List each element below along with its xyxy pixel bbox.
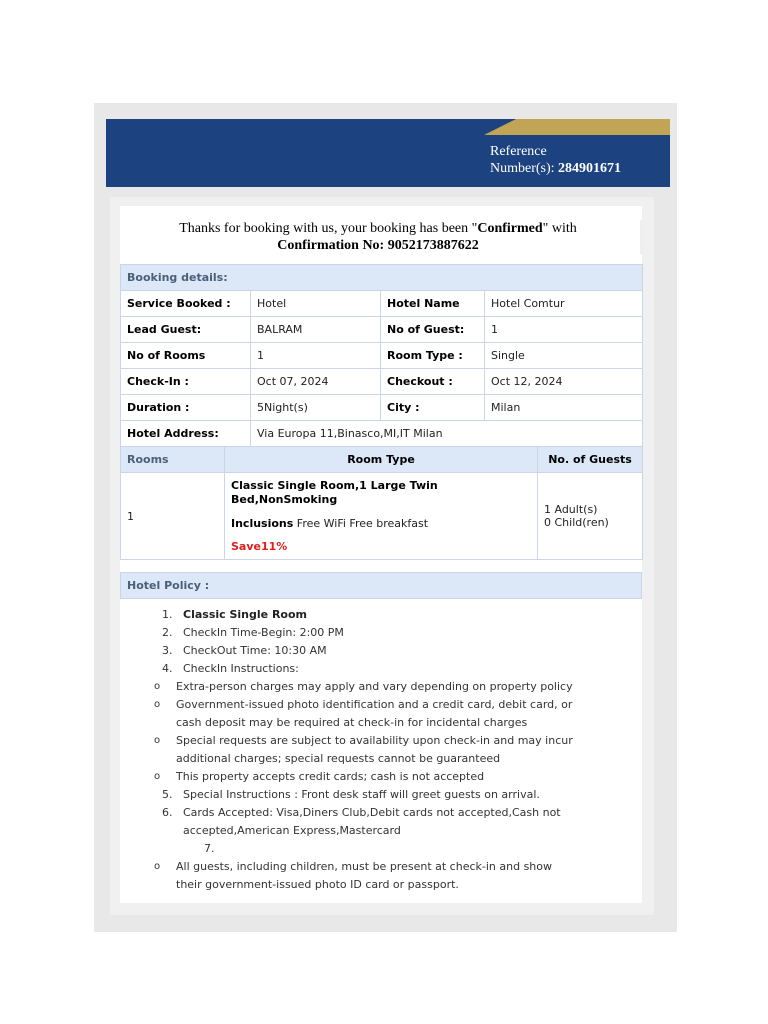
reference-label-line1: Reference	[490, 144, 547, 159]
room-type-value: Single	[485, 343, 643, 369]
hotel-address-value: Via Europa 11,Binasco,MI,IT Milan	[251, 421, 643, 447]
bullet-circle-icon: o	[154, 699, 161, 710]
list-item	[120, 732, 576, 768]
table-row	[121, 343, 643, 369]
room-type-header: Room Type	[225, 447, 538, 473]
list-item	[120, 768, 576, 786]
checkout-time: CheckOut Time: 10:30 AM	[183, 644, 327, 657]
reference-label-line2: Number(s):	[490, 161, 555, 176]
rooms-table-header	[121, 447, 643, 473]
list-item	[120, 804, 633, 840]
bullet-circle-icon: o	[154, 861, 161, 872]
policy-room-name: Classic Single Room	[183, 608, 307, 621]
table-row	[121, 421, 643, 447]
room-type-line1: Classic Single Room,1 Large Twin	[231, 479, 438, 492]
rooms-table	[120, 446, 643, 560]
inclusions-label: Inclusions	[231, 517, 294, 530]
lead-guest-value: BALRAM	[251, 317, 381, 343]
save-badge: Save11%	[231, 540, 288, 553]
banner-notch	[484, 119, 516, 135]
room-type-cell	[225, 473, 538, 560]
list-item	[120, 858, 576, 894]
table-row	[121, 369, 643, 395]
service-booked-value: Hotel	[251, 291, 381, 317]
hotel-policy-title: Hotel Policy :	[121, 573, 642, 599]
hotel-name-value: Hotel Comtur	[485, 291, 643, 317]
list-item	[120, 840, 654, 894]
list-item	[120, 606, 633, 624]
item-number: 2.	[162, 626, 173, 639]
instruction-text: Government-issued photo identification and a credit card, debit card, or cash deposit may be required at check-in for incidental charges	[176, 698, 573, 729]
bullet-circle-icon: o	[154, 681, 161, 692]
inclusions	[231, 517, 531, 530]
booking-details-title: Booking details:	[121, 265, 643, 291]
list-item	[120, 786, 633, 804]
booking-status: Confirmed	[477, 221, 543, 236]
hotel-policy-header	[121, 573, 642, 599]
confirmation-line1	[120, 220, 636, 237]
bullet-circle-icon: o	[154, 771, 161, 782]
special-instructions: Special Instructions : Front desk staff will greet guests on arrival.	[183, 788, 540, 801]
checkout-value: Oct 12, 2024	[485, 369, 643, 395]
confirmation-prefix: Thanks for booking with us, your booking has been "	[179, 221, 478, 236]
booking-details-table	[120, 264, 643, 447]
no-of-guest-label: No of Guest:	[381, 317, 485, 343]
duration-value: 5Night(s)	[251, 395, 381, 421]
item7-sub-list	[120, 858, 654, 894]
table-row	[121, 473, 643, 560]
children-count: 0 Child(ren)	[544, 516, 609, 529]
room-type-line2: Bed,NonSmoking	[231, 493, 338, 506]
instruction-text: Extra-person charges may apply and vary depending on property policy	[176, 680, 573, 693]
hotel-policy-header-table	[120, 572, 642, 599]
confirmation-suffix: " with	[542, 221, 577, 236]
list-item	[120, 642, 633, 660]
hotel-name-label: Hotel Name	[381, 291, 485, 317]
no-of-rooms-label: No of Rooms	[121, 343, 251, 369]
table-row	[121, 291, 643, 317]
list-item	[120, 660, 633, 786]
reference-number-block	[490, 143, 621, 177]
booking-content	[120, 206, 642, 903]
guest-id-requirement: All guests, including children, must be present at check-in and show their government-issued photo ID card or passport.	[176, 860, 552, 891]
no-of-guests-header: No. of Guests	[538, 447, 643, 473]
bullet-circle-icon: o	[154, 735, 161, 746]
header-banner	[106, 119, 670, 187]
hotel-address-label: Hotel Address:	[121, 421, 251, 447]
reference-line2	[490, 160, 621, 177]
guests-cell	[538, 473, 643, 560]
item-number: 6.	[162, 806, 173, 819]
item-number: 4.	[162, 662, 173, 675]
check-in-label: Check-In :	[121, 369, 251, 395]
room-type-name	[231, 479, 531, 507]
reference-number: 284901671	[558, 161, 622, 176]
confirmation-line2	[120, 237, 636, 254]
policy-items	[120, 606, 642, 894]
instruction-text: Special requests are subject to availability upon check-in and may incur additional charges; special requests cannot be guaranteed	[176, 734, 573, 765]
rooms-header: Rooms	[121, 447, 225, 473]
checkout-label: Checkout :	[381, 369, 485, 395]
confirmation-number-label: Confirmation No:	[277, 238, 385, 253]
adults-count: 1 Adult(s)	[544, 503, 598, 516]
booking-details-header	[121, 265, 643, 291]
city-value: Milan	[485, 395, 643, 421]
room-number: 1	[121, 473, 225, 560]
lead-guest-label: Lead Guest:	[121, 317, 251, 343]
right-edge-marker	[640, 220, 644, 254]
instruction-text: This property accepts credit cards; cash is not accepted	[176, 770, 485, 783]
city-label: City :	[381, 395, 485, 421]
list-item	[120, 696, 576, 732]
table-row	[121, 395, 643, 421]
checkin-time: CheckIn Time-Begin: 2:00 PM	[183, 626, 344, 639]
no-of-rooms-value: 1	[251, 343, 381, 369]
inclusions-value: Free WiFi Free breakfast	[293, 517, 429, 530]
no-of-guest-value: 1	[485, 317, 643, 343]
table-row	[121, 317, 643, 343]
confirmation-number: 9052173887622	[387, 238, 479, 253]
item-number: 3.	[162, 644, 173, 657]
check-in-value: Oct 07, 2024	[251, 369, 381, 395]
list-item	[120, 678, 576, 696]
checkin-instructions-list	[120, 678, 633, 786]
list-item	[120, 624, 633, 642]
checkin-instructions-title: CheckIn Instructions:	[183, 662, 299, 675]
room-type-label: Room Type :	[381, 343, 485, 369]
cards-accepted: Cards Accepted: Visa,Diners Club,Debit cards not accepted,Cash not accepted,American Express,Mastercard	[183, 806, 561, 837]
item-number: 1.	[162, 608, 173, 621]
hotel-policy-list	[120, 606, 642, 894]
confirmation-message	[120, 220, 636, 254]
service-booked-label: Service Booked :	[121, 291, 251, 317]
item-number: 5.	[162, 788, 173, 801]
item-number: 7.	[204, 842, 215, 855]
duration-label: Duration :	[121, 395, 251, 421]
